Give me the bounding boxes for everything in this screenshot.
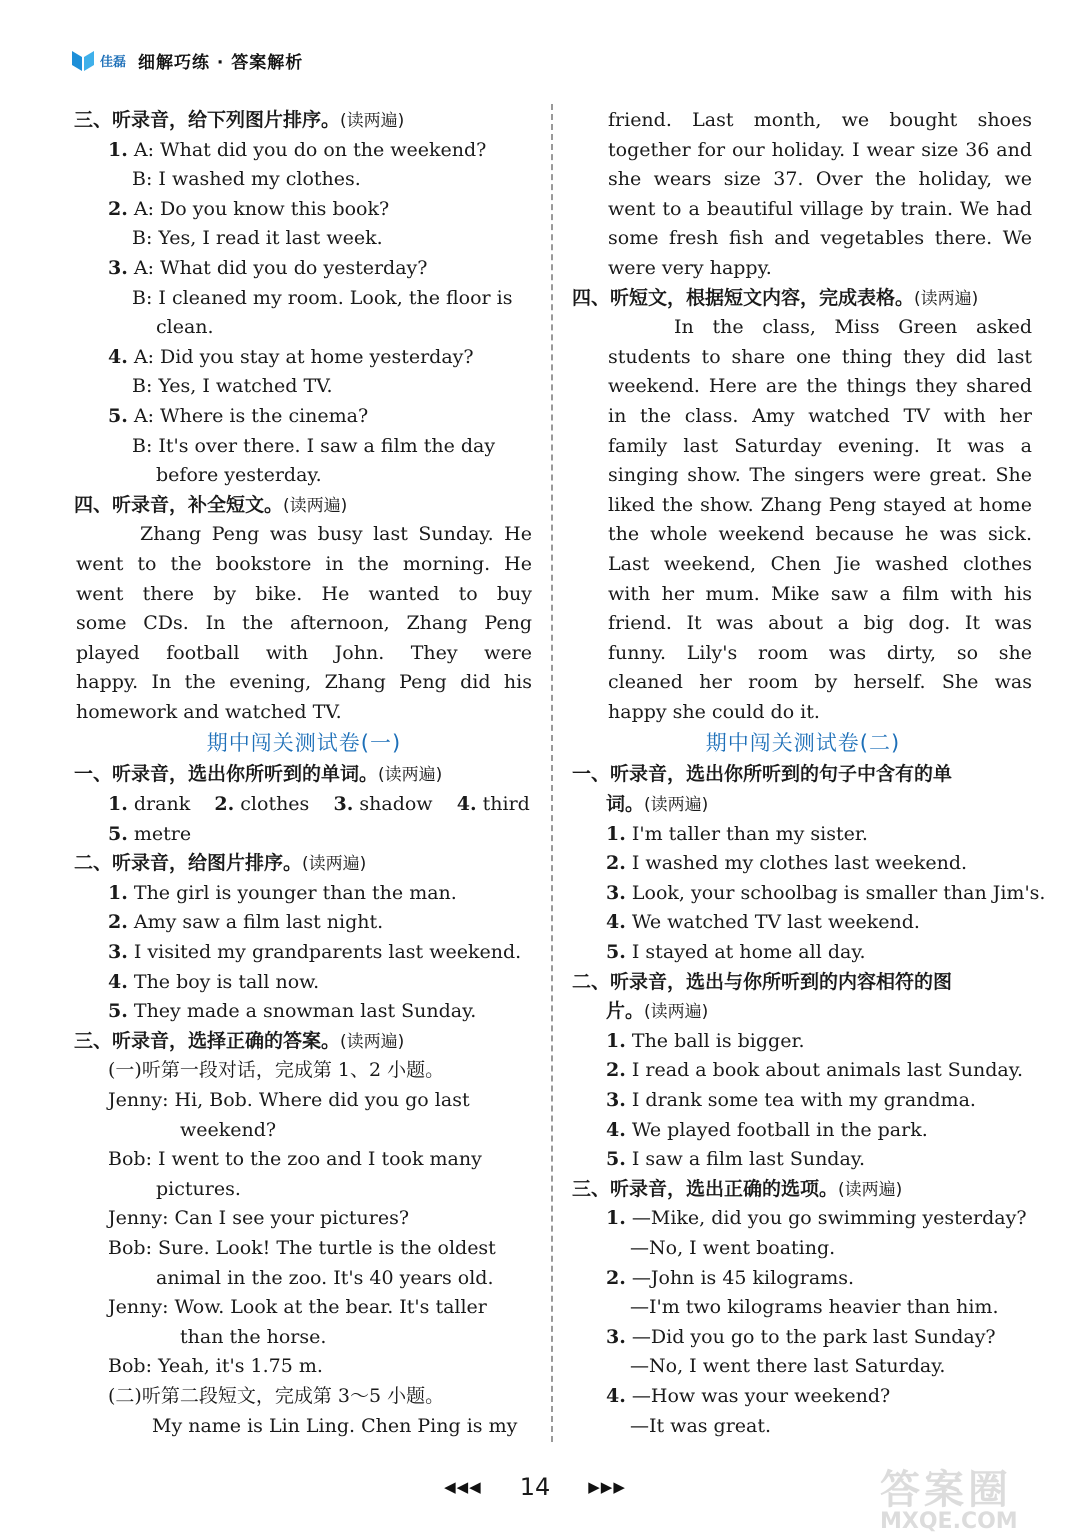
list-item: clean. bbox=[156, 316, 214, 339]
passage-line: students to share one thing they did last bbox=[608, 345, 1032, 368]
passage-line: liked the show. Zhang Peng stayed at home bbox=[608, 493, 1032, 516]
dialog-line: pictures. bbox=[156, 1177, 241, 1200]
passage-line: In the class, Miss Green asked bbox=[674, 316, 1032, 339]
section-heading: 一、听录音，选出你所听到的句子中含有的单 bbox=[572, 763, 953, 786]
list-item: 3. —Did you go to the park last Sunday? bbox=[606, 1325, 996, 1348]
passage-line: friend. It was about a big dog. It was bbox=[608, 612, 1032, 635]
passage-line: family last Saturday evening. It was a bbox=[608, 434, 1032, 457]
dialog-line: Bob: I went to the zoo and I took many bbox=[108, 1148, 482, 1171]
prev-arrows-icon: ◀◀◀ bbox=[444, 1478, 482, 1496]
section-heading: 二、听录音，选出与你所听到的内容相符的图 bbox=[572, 970, 953, 993]
book-logo-icon bbox=[70, 47, 96, 73]
passage-line: weekend. Here are the things they shared bbox=[608, 375, 1032, 398]
passage-line: happy she could do it. bbox=[608, 700, 820, 723]
list-item: B: I washed my clothes. bbox=[132, 168, 361, 191]
header-title: 细解巧练 · 答案解析 bbox=[138, 52, 304, 73]
section-heading: 四、听短文，根据短文内容，完成表格。(读两遍) bbox=[572, 286, 979, 309]
list-item: 4. We played football in the park. bbox=[606, 1118, 928, 1141]
watermark-logo bbox=[880, 1458, 1060, 1534]
list-item: 4. —How was your weekend? bbox=[606, 1384, 891, 1407]
column-divider bbox=[551, 104, 553, 1442]
passage-line: friend. Last month, we bought shoes bbox=[608, 109, 1032, 131]
passage-line: funny. Lily's room was dirty, so she bbox=[608, 641, 1032, 664]
list-item: 3. A: What did you do yesterday? bbox=[108, 256, 428, 279]
section-heading: 一、听录音，选出你所听到的单词。(读两遍) bbox=[74, 763, 443, 786]
list-item: 4. A: Did you stay at home yesterday? bbox=[108, 345, 474, 368]
list-item: —I'm two kilograms heavier than him. bbox=[630, 1296, 999, 1319]
watermark-text: 答案圈 bbox=[880, 1467, 1012, 1513]
dialog-line: Jenny: Hi, Bob. Where did you go last bbox=[108, 1089, 470, 1111]
passage-line: went to the bookstore in the morning. He bbox=[76, 552, 532, 575]
list-item: 5. I saw a film last Sunday. bbox=[606, 1148, 866, 1171]
section-heading: 三、听录音，选出正确的选项。(读两遍) bbox=[572, 1177, 903, 1200]
page-header bbox=[70, 44, 303, 76]
list-item: 4. The boy is tall now. bbox=[108, 970, 320, 993]
right-column bbox=[572, 106, 1046, 1441]
passage-line: were very happy. bbox=[608, 256, 772, 279]
passage-line: went there by bike. He wanted to buy bbox=[76, 582, 532, 605]
dialog-line: Bob: Sure. Look! The turtle is the oldest bbox=[108, 1236, 496, 1259]
dialog-line: Jenny: Wow. Look at the bear. It's taller bbox=[108, 1296, 487, 1319]
dialog-line: Bob: Yeah, it's 1.75 m. bbox=[108, 1355, 323, 1378]
passage-line: homework and watched TV. bbox=[76, 700, 342, 723]
passage-line: with her mum. Mike saw a film with his bbox=[608, 582, 1032, 605]
section-heading: 三、听录音，给下列图片排序。(读两遍) bbox=[74, 109, 405, 131]
list-item: B: Yes, I read it last week. bbox=[132, 227, 383, 250]
list-item: 3. Look, your schoolbag is smaller than Jim's. bbox=[606, 881, 1046, 904]
section-heading: 词。(读两遍) bbox=[606, 793, 709, 816]
left-column bbox=[76, 106, 532, 1441]
list-item: 4. We watched TV last weekend. bbox=[606, 911, 920, 934]
dialog-line: animal in the zoo. It's 40 years old. bbox=[156, 1266, 494, 1289]
list-item: 1. A: What did you do on the weekend? bbox=[108, 138, 487, 161]
list-item: —It was great. bbox=[630, 1414, 772, 1437]
passage-line: in the class. Amy watched TV with her bbox=[608, 404, 1032, 427]
sub-heading: (二)听第二段短文，完成第 3～5 小题。 bbox=[108, 1384, 445, 1407]
list-item: 2. —John is 45 kilograms. bbox=[606, 1266, 855, 1289]
list-item: 3. I visited my grandparents last weekend. bbox=[108, 941, 522, 964]
next-arrows-icon: ▶▶▶ bbox=[588, 1478, 626, 1496]
list-item: —No, I went boating. bbox=[630, 1236, 836, 1259]
page-number: 14 bbox=[519, 1473, 551, 1501]
passage-line: happy. In the evening, Zhang Peng did his bbox=[76, 671, 532, 694]
passage-line: Zhang Peng was busy last Sunday. He bbox=[140, 523, 532, 546]
passage-line: went to a beautiful village by train. We had bbox=[608, 197, 1032, 220]
section-heading: 四、听录音，补全短文。(读两遍) bbox=[74, 493, 348, 516]
watermark-url: MXQE.COM bbox=[880, 1509, 1018, 1534]
test-title: 期中闯关测试卷(一) bbox=[206, 731, 402, 756]
list-item: 1. —Mike, did you go swimming yesterday? bbox=[606, 1207, 1027, 1230]
list-item: 2. Amy saw a film last night. bbox=[108, 911, 384, 934]
sub-heading: (一)听第一段对话，完成第 1、2 小题。 bbox=[108, 1059, 445, 1082]
brand-name: 佳磊 bbox=[100, 54, 127, 70]
list-item: 1. The ball is bigger. bbox=[606, 1029, 805, 1052]
list-item: 1. I'm taller than my sister. bbox=[606, 822, 868, 845]
list-item: 2. I washed my clothes last weekend. bbox=[606, 852, 968, 875]
passage-line: singing show. The singers were great. She bbox=[608, 464, 1032, 487]
list-item: 2. A: Do you know this book? bbox=[108, 197, 390, 220]
passage-line: the whole weekend because he was sick. bbox=[608, 523, 1032, 546]
list-item: before yesterday. bbox=[156, 464, 322, 487]
word-list: 1. drank 2. clothes 3. shadow 4. third bbox=[108, 793, 530, 816]
section-heading: 二、听录音，给图片排序。(读两遍) bbox=[74, 852, 367, 875]
list-item: B: I cleaned my room. Look, the floor is bbox=[132, 286, 513, 309]
passage-line: some CDs. In the afternoon, Zhang Peng bbox=[76, 612, 532, 635]
word-list: 5. metre bbox=[108, 822, 192, 845]
list-item: B: It's over there. I saw a film the day bbox=[132, 434, 496, 457]
list-item: B: Yes, I watched TV. bbox=[132, 375, 333, 398]
passage-line: played football with John. They were bbox=[76, 641, 532, 664]
list-item: 3. I drank some tea with my grandma. bbox=[606, 1089, 976, 1111]
passage-line: My name is Lin Ling. Chen Ping is my bbox=[152, 1414, 518, 1437]
list-item: 2. I read a book about animals last Sunday. bbox=[606, 1059, 1024, 1082]
dialog-line: weekend? bbox=[180, 1118, 277, 1141]
passage-line: Last weekend, Chen Jie washed clothes bbox=[608, 552, 1032, 575]
list-item: 5. I stayed at home all day. bbox=[606, 941, 866, 964]
section-heading: 三、听录音，选择正确的答案。(读两遍) bbox=[74, 1029, 405, 1052]
dialog-line: Jenny: Can I see your pictures? bbox=[108, 1207, 410, 1230]
passage-line: some fresh fish and vegetables there. We bbox=[608, 227, 1032, 250]
passage-line: cleaned her room by herself. She was bbox=[608, 671, 1032, 694]
test-title: 期中闯关测试卷(二) bbox=[705, 731, 901, 756]
passage-line: she wears size 37. Over the holiday, we bbox=[608, 168, 1032, 191]
dialog-line: than the horse. bbox=[180, 1325, 327, 1348]
passage-line: together for our holiday. I wear size 36 and bbox=[608, 138, 1032, 161]
list-item: 5. They made a snowman last Sunday. bbox=[108, 1000, 477, 1023]
section-heading: 片。(读两遍) bbox=[606, 1000, 709, 1023]
list-item: 1. The girl is younger than the man. bbox=[108, 881, 457, 904]
list-item: 5. A: Where is the cinema? bbox=[108, 404, 369, 427]
list-item: —No, I went there last Saturday. bbox=[630, 1355, 946, 1378]
